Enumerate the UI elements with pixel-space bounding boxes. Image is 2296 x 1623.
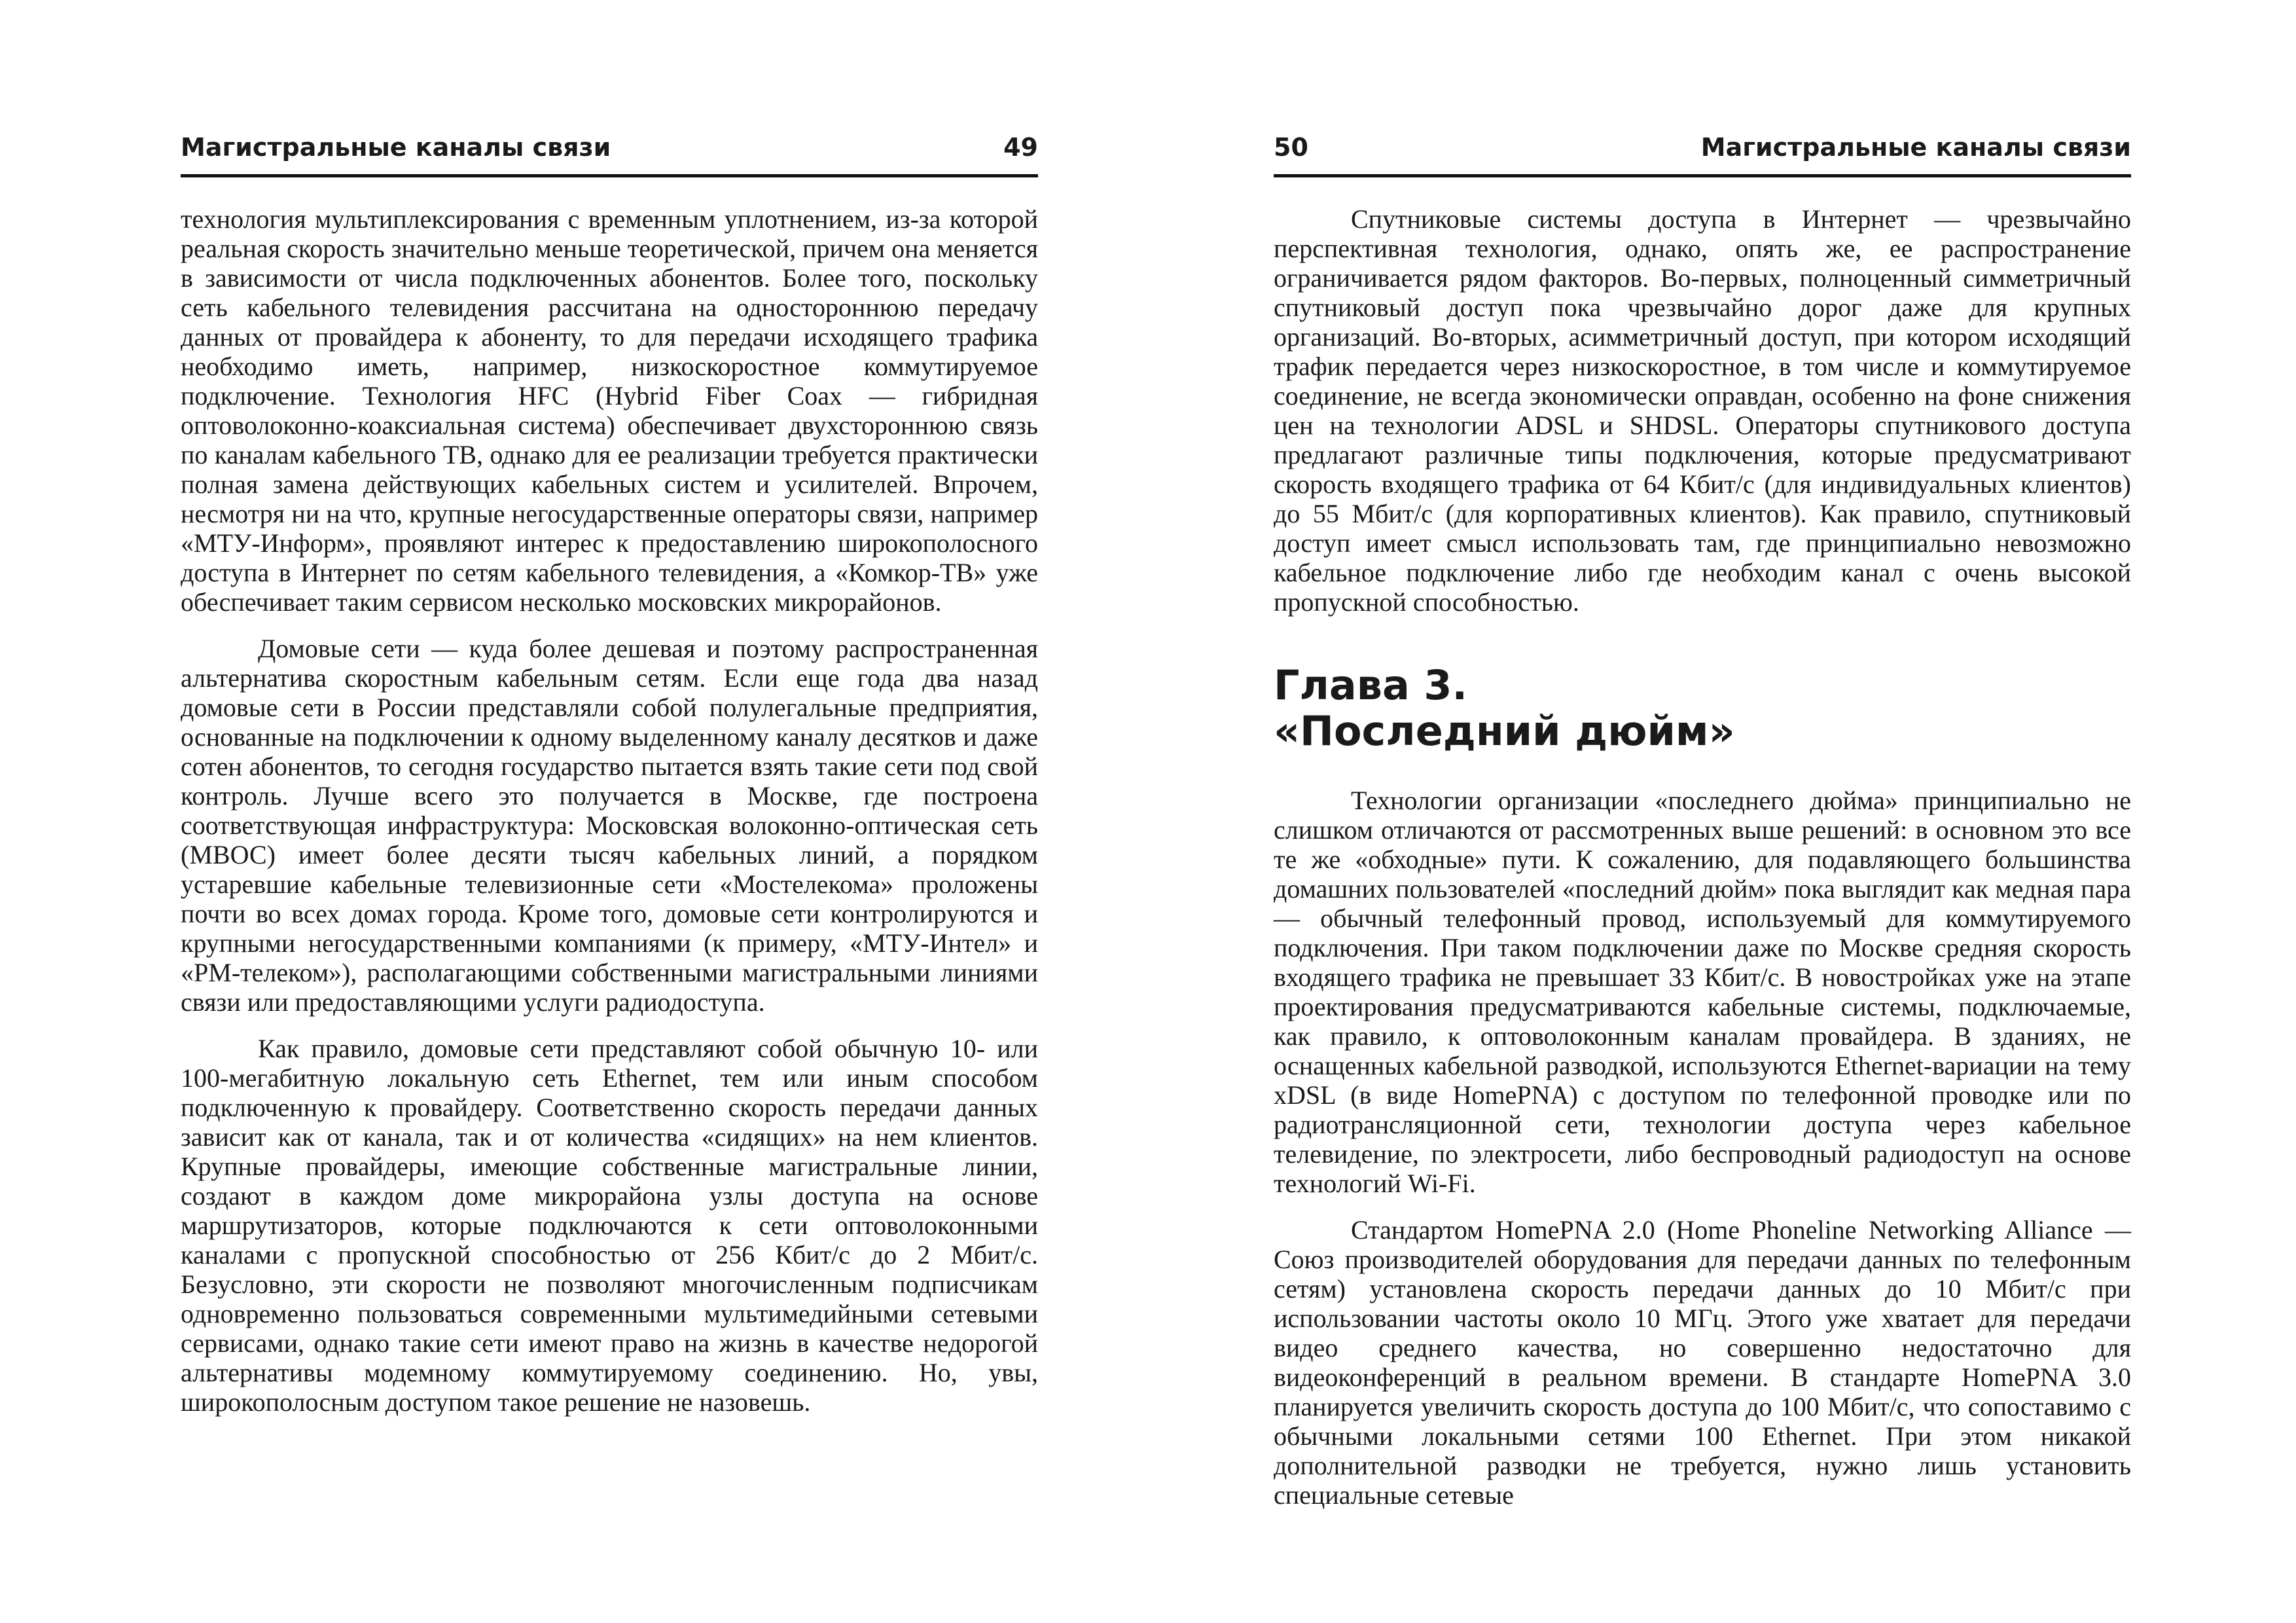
right-paragraph-2: Стандартом HomePNA 2.0 (Home Phoneline Networking Alliance — Союз производителей оборудования для передачи данных по телефонным сетям) установлена скорость передачи данных до 10 Мбит/с при использовании частоты около 10 МГц. Этого уже хватает для передачи видео среднего качества, но совершенно недостаточно для видеоконференций в реальном времени. В стандарте HomePNA 3.0 планируется увеличить скорость доступа до 100 Мбит/с, что сопоставимо с обычными локальными сетями 100 Ethernet. При этом никакой дополнительной разводки не требуется, нужно лишь установить специальные сетевые	[1274, 1215, 2131, 1510]
right-running-header	[1274, 131, 2131, 177]
right-header-title: Магистральные каналы связи	[1700, 133, 2131, 162]
right-page-number: 50	[1274, 133, 1308, 162]
left-paragraph-3: Как правило, домовые сети представляют собой обычную 10- или 100-мегабитную локальную сеть Ethernet, тем или иным способом подключенную к провайдеру. Соответственно скорость передачи данных зависит как от канала, так и от количества «сидящих» на нем клиентов. Крупные провайдеры, имеющие собственные магистральные линии, создают в каждом доме микрорайона узлы доступа на основе маршрутизаторов, которые подключаются к сети оптоволоконными каналами с пропускной способностью от 256 Кбит/с до 2 Мбит/с. Безусловно, эти скорости не позволяют многочисленным подписчикам одновременно пользоваться современными мультимедийными сетевыми сервисами, однако такие сети имеют право на жизнь в качестве недорогой альтернативы модемному коммутируемому соединению. Но, увы, широкополосным доступом такое решение не назовешь.	[181, 1034, 1038, 1417]
left-page-number: 49	[1003, 133, 1038, 162]
chapter-title	[1274, 663, 2131, 754]
chapter-title-line-2: «Последний дюйм»	[1274, 707, 1735, 755]
left-running-header	[181, 131, 1038, 177]
right-intro-paragraph: Спутниковые системы доступа в Интернет — чрезвычайно перспективная технология, однако, опять же, ее распространение ограничивается рядом факторов. Во-первых, полноценный симметричный спутниковый доступ пока чрезвычайно дорог даже для крупных организаций. Во-вторых, асимметричный доступ, при котором исходящий трафик передается через низкоскоростное, в том числе и коммутируемое соединение, не всегда экономически оправдан, особенно на фоне снижения цен на технологии ADSL и SHDSL. Операторы спутникового доступа предлагают различные типы подключения, которые предусматривают скорость входящего трафика от 64 Кбит/с (для индивидуальных клиентов) до 55 Мбит/с (для корпоративных клиентов). Как правило, спутниковый доступ имеет смысл использовать там, где принципиально невозможно кабельное подключение либо где необходим канал с очень высокой пропускной способностью.	[1274, 204, 2131, 617]
right-text-column	[1274, 204, 2131, 1510]
right-page	[1148, 0, 2296, 1623]
right-paragraph-1: Технологии организации «последнего дюйма» принципиально не слишком отличаются от рассмотренных выше решений: в основном это все те же «обходные» пути. К сожалению, для подавляющего большинства домашних пользователей «последний дюйм» пока выглядит как медная пара — обычный телефонный провод, используемый для коммутируемого подключения. При таком подключении даже по Москве средняя скорость входящего трафика не превышает 33 Кбит/с. В новостройках уже на этапе проектирования предусматриваются кабельные системы, подключаемые, как правило, к оптоволоконным каналам провайдера. В зданиях, не оснащенных кабельной разводкой, используются Ethernet-вариации на тему xDSL (в виде HomePNA) с доступом по телефонной проводке или по радиотрансляционной сети, технологии доступа через кабельное телевидение, по электросети, либо беспроводный радиодоступ на основе технологий Wi-Fi.	[1274, 786, 2131, 1198]
left-paragraph-1: технология мультиплексирования с временным уплотнением, из-за которой реальная скорость значительно меньше теоретической, причем она меняется в зависимости от числа подключенных абонентов. Более того, поскольку сеть кабельного телевидения рассчитана на одностороннюю передачу данных от провайдера к абоненту, то для передачи исходящего трафика необходимо иметь, например, низкоскоростное коммутируемое подключение. Технология HFC (Hybrid Fiber Coax — гибридная оптоволоконно-коаксиальная система) обеспечивает двухстороннюю связь по каналам кабельного ТВ, однако для ее реализации требуется практически полная замена действующих кабельных систем и усилителей. Впрочем, несмотря ни на что, крупные негосударственные операторы связи, например «МТУ-Информ», проявляют интерес к предоставлению широкополосного доступа в Интернет по сетям кабельного телевидения, а «Комкор-ТВ» уже обеспечивает таким сервисом несколько московских микрорайонов.	[181, 204, 1038, 617]
left-paragraph-2: Домовые сети — куда более дешевая и поэтому распространенная альтернатива скоростным кабельным сетям. Если еще года два назад домовые сети в России представляли собой полулегальные предприятия, основанные на подключении к одному выделенному каналу десятков и даже сотен абонентов, то сегодня государство пытается взять такие сети под свой контроль. Лучше всего это получается в Москве, где построена соответствующая инфраструктура: Московская волоконно-оптическая сеть (МВОС) имеет более десяти тысяч кабельных линий, а порядком устаревшие кабельные телевизионные сети «Мостелекома» проложены почти во всех домах города. Кроме того, домовые сети контролируются и крупными негосударственными компаниями (к примеру, «МТУ-Интел» и «РМ-телеком»), располагающими собственными магистральными линиями связи или предоставляющими услуги радиодоступа.	[181, 634, 1038, 1017]
left-text-column	[181, 204, 1038, 1417]
left-header-title: Магистральные каналы связи	[181, 133, 611, 162]
chapter-title-line-1: Глава 3.	[1274, 661, 1468, 709]
